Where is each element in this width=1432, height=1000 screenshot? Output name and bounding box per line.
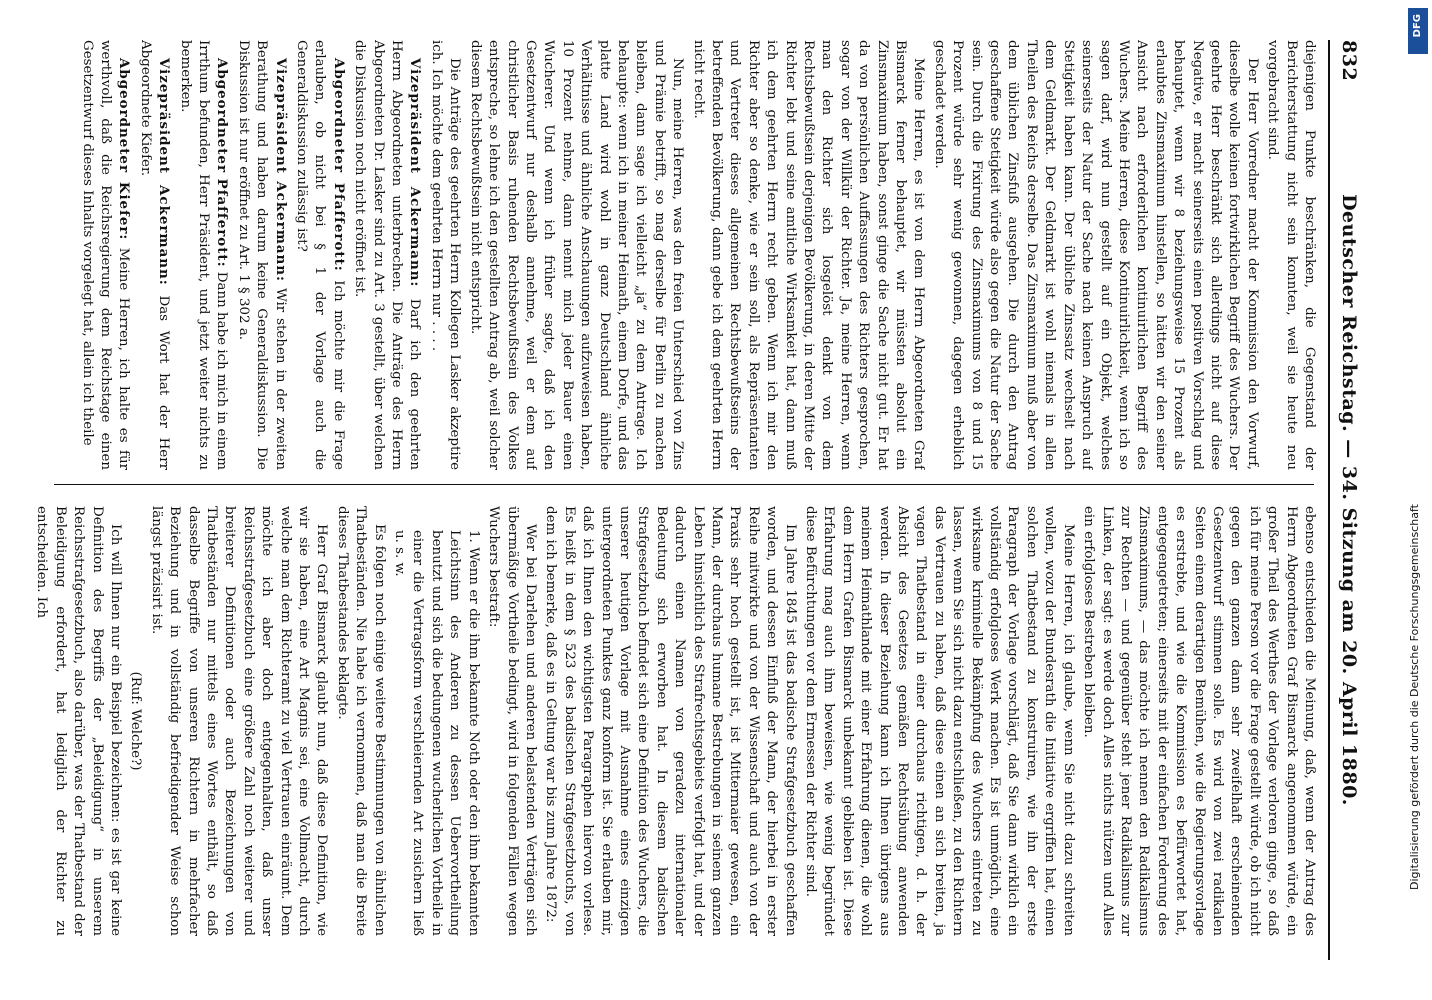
speech-text: Das Wort hat der Herr Abgeordnete Kiefer. [137,40,172,470]
right-column [20,506,1318,936]
speech [135,40,173,470]
dfg-logo-text: DFG [1412,14,1423,38]
quoted-list [390,506,482,936]
speech-text: Wir stehen in der zweiten Berathung und haben darum keine Generaldiskussion. Die Diskussion ist nur eröffnet zu Art. 1 § 302 a. [235,40,288,470]
speech-text: Meine Herren, ich halte es für werthvoll, daß die Reichsregierung dem Reichstage einen Gesetzentwurf dieses Inhalts vorgelegt hat, allein ich theile [79,40,132,470]
speech-text: Ich möchte mir die Frage erlauben, ob nicht bei § 1 der Vorlage auch die Generaldiskussion zulässig ist? [294,40,346,470]
page-header [1332,40,1364,960]
speaker-name: Vizepräsident Ackermann: [272,58,289,282]
paragraph: Herr Graf Bismarck glaubt nun, daß diese Definition, wie wir sie haben, eine Art Magnis sei, eine Vollmacht, durch welche man dem Richteramt zu viel Vertrauen einräumt. Dem möchte ich aber doch entgegenhalten, daß unser Reichsstrafgesetzbuch eine größere Zahl noch weiterer und breiterer Definitionen oder auch Bezeichnungen von Thatbeständen nur mittels eines Wortes enthält, so daß dasselbe Begriffe von unseren Richtern in mehrfacher Beziehung und in vollständig befriedigender Weise schon längst präzisirt ist. [148,506,330,936]
speech-text: Darf ich den geehrten Herrn Abgeordneten unterbrechen. Die Anträge des Herrn Abgeordneten Dr. Lasker sind zu Art. 3 gestellt, über welchen die Diskussion noch nicht eröffnet ist. [352,40,423,470]
paragraph: Im Jahre 1845 ist das badische Strafgesetzbuch geschaffen worden, und dessen Einfluß der Mann, der hierbei in erster Reihe mitwirkte und von der Wissenschaft und auch von der Praxis sehr hoch gestellt ist, ist Mittermaier gewesen, ein Mann, der durchaus humane Bestrebungen in seinem ganzen Leben hinsichtlich des Strafrechtsgebiets verfolgt hat, und der dadurch einen Namen von geradezu internationaler Bedeutung sich erworben hat. In diesem badischen Strafgesetzbuch befindet sich eine Definition des Wuchers, die unserer heutigen Vorlage mit Ausnahme eines einzigen untergeordneten Punktes ganz konform ist. Sie erlauben mir, daß ich Ihnen den wichtigsten Paragraphen hiervon vorlese. Es heißt in dem § 523 des badischen Strafgesetzbuchs, von dem ich bemerke, daß es in Geltung war bis zum Jahre 1872: [543,506,798,936]
paragraph: Meine Herren, ich glaube, wenn Sie nicht dazu schreiten wollen, wozu der Bundesrath die Initiative ergriffen hat, einen solchen Thatbestand zu konstruiren, wie ihn der erste Paragraph der Vorlage vorschlägt, daß Sie dann wirklich ein vollständig erfolgloses Werk machen. Es ist unmöglich, eine wirksame kriminelle Bekämpfung des Wuchers eintreten zu lassen, wenn Sie sich nicht dazu entschließen, zu den Richtern das Vertrauen zu haben, daß diese einen an sich breiten, ja vagen Thatbestand in einer durchaus richtigen, d. h. der Absicht des Gesetzes gemäßen Rechtsübung anwenden werden. In dieser Beziehung kann ich Ihnen übrigens aus meinem Heimathlande mit einer Erfahrung dienen, die wohl dem Herrn Grafen Bismarck unbekannt geblieben ist. Diese Erfahrung mag auch ihm beweisen, wie wenig begründet diese Befürchtungen vor dem Ermessen der Richter sind. [803,506,1076,936]
speaker-name: Vizepräsident Ackermann: [407,58,424,288]
paragraph: diejenigen Punkte beschränken, die Gegenstand der Berichterstattung nicht sein konnten, weil sie heute neu vorgebracht sind. [1265,40,1317,470]
speech [175,40,231,470]
speaker-name: Abgeordneter Kiefer: [116,58,133,241]
interjection: (Ruf: Welche?) [128,671,144,771]
paragraph: Ich will Ihnen nur ein Beispiel bezeichnen: es ist gar keine Definition des Begriffs der „Beleidigung“ in unserem Reichsstrafgesetzbuch, also darüber, was der Thatbestand der Beleidigung erfordert, hat lediglich der Richter zu entscheiden. Ich [34,506,123,936]
page-title: Deutscher Reichstag. — 34. Sitzung am 20. April 1880. [1338,194,1360,806]
column-divider [54,484,1314,485]
paragraph: Der Herr Vorredner macht der Kommission den Vorwurf, dieselbe wolle keinen fortwirklichen Begriff des Wuchers. Der geehrte Herr beschränkt sich allerdings nicht auf diese Negative, er macht seinerseits einen positiven Vorschlag und behauptet, wenn wir 8 beziehungsweise 15 Prozent als erlaubtes Zinsmaximum hinstellen, so hätten wir den seiner Ansicht nach erforderlichen kontinuirlichen Begriff des Wuchers. Meine Herren, diese Kontinuirlichkeit, wenn ich so sagen darf, wird nun gestellt auf ein Objekt, welches seinerseits der Natur der Sache nach keinen Anspruch auf Stetigkeit haben kann. Der übliche Zinssatz wechselt nach dem Geldmarkt. Der Geldmarkt ist wohl niemals in allen Theilen des Reichs derselbe. Das Zinsmaximum muß aber von dem üblichen Zinsfuß ausgehen. Die durch den Antrag geschaffene Stetigkeit würde also gegen die Natur der Sache sein. Durch die Fixirung des Zinsmaximums von 8 und 15 Prozent würde sehr wenig gewonnen, dagegen erheblich geschadet werden. [931,40,1260,470]
paragraph: Wer bei Darlehen und anderen belastenden Verträgen sich übermäßige Vortheile bedingt, wird in folgenden Fällen wegen Wuchers bestraft: [486,506,538,936]
paragraph: ebenso entschieden die Meinung, daß, wenn der Antrag des Herrn Abgeordneten Graf Bismarck angenommen würde, ein großer Theil des Werthes der Vorlage verloren ginge, so daß ich für meine Person vor die Frage gestellt würde, ob ich nicht gegen den ganzen dann sehr zweifelhaft erscheinenden Gesetzentwurf stimmen solle. Es wird von zwei radikalen Seiten einem derartigen Bemühen, wie die Regierungsvorlage es erstrebte, und wie die Kommission es befürwortet hat, entgegengetreten; einerseits mit der einfachen Forderung des Zinsmaximums, — das möchte ich nennen den Radikalismus zur Rechten — und gegenüber steht jener Radikalismus zur Linken, der sagt: es werde doch Alles nichts nützen und Alles ein erfolgloses Bestreben bleiben. [1081,506,1317,936]
credit-text: Digitalisierung gefördert durch die Deutsche Forschungsgemeinschaft [1408,504,1421,890]
speech [292,40,348,470]
speaker-name: Abgeordneter Pfafferott: [330,58,347,272]
page-number: 832 [1338,40,1360,82]
paragraph: Es folgen noch einige weitere Bestimmungen von ähnlichen Thatbeständen. Nie habe ich vernommen, daß man die Breite dieses Thatbestandes beklagte. [334,506,387,936]
speech [233,40,289,470]
speaker-name: Abgeordneter Pfafferott: [214,58,231,268]
speech-text: Dann habe ich mich in einem Irrthum befunden, Herr Präsident, und jetzt weiter nichts zu bemerken. [177,40,230,470]
speech [77,40,133,470]
digitization-credit [1406,30,1428,970]
paragraph: Die Anträge des geehrten Herrn Kollegen Lasker akzeptire ich. Ich möchte dem geehrten Herrn nur . . . . [428,40,463,470]
header-rule [1328,40,1330,960]
list-item: 1. Wenn er die ihm bekannte Noth oder den ihm bekannten Leichtsinn des Anderen zu dessen Uebervortheilung benutzt und sich die bedungenen wucherlichen Vortheile in einer die Vertragsform verschleiernden Art zusichern ließ u. s. w. [392,530,481,936]
speaker-name: Vizepräsident Ackermann: [156,58,173,286]
paragraph: Meine Herren, es ist von dem Herrn Abgeordneten Graf Bismarck ferner behauptet, wir müssten absolut ein Zinsmaximum haben, sonst ginge die Sache nicht gut. Er hat da von persönlichen Auffassungen des Richters gesprochen, sogar von der Willkür der Richter. Ja, meine Herren, wenn man den Richter sich losgelöst denkt von dem Rechtsbewußtsein derjenigen Bevölkerung, in deren Mitte der Richter lebt und seine amtliche Wirksamkeit hat, dann muß ich dem geehrten Herrn recht geben. Wenn ich mir den Richter aber so denke, wie er sein soll, als Repräsentanten und Vertreter dieses allgemeinen Rechtsbewußtseins der betreffenden Bevölkerung, dann gebe ich dem geehrten Herrn nicht recht. [690,40,927,470]
paragraph: Nun, meine Herren, was den freien Unterschied von Zins und Prämie betrifft, so mag derselbe für Berlin zu machen bleiben, dann sage ich vielleicht „ja“ zu dem Antrage. Ich behaupte: wenn ich in meiner Heimath, einem Dorfe, und das platte Land wird wohl in ganz Deutschland ähnliche Verhältnisse und ähnliche Anschauungen aufzuweisen haben, 10 Prozent nehme, dann nennt mich jeder Bauer einen Wucherer. Und wenn ich früher sagte, daß ich den Gesetzentwurf nur deshalb annehme, weil er dem auf christlicher Basis ruhenden Rechtsbewußtsein des Volkes entspreche, so lehne ich den gestellten Antrag ab, weil solcher diesem Rechtsbewußtsein nicht entspricht. [467,40,686,470]
speech [350,40,425,470]
left-column [20,40,1318,470]
